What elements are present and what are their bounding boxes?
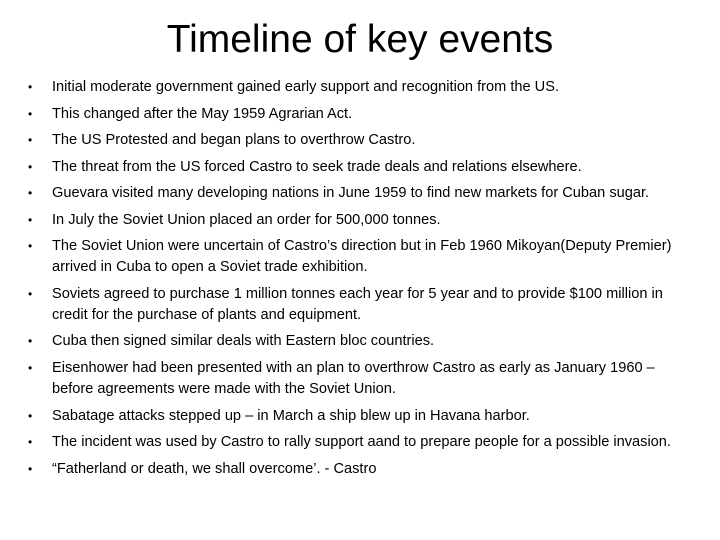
bullet-text: Cuba then signed similar deals with Eastern bloc countries. [52, 333, 435, 350]
bullet-dot-icon: • [28, 408, 33, 423]
bullet-text: The Soviet Union were uncertain of Castro’s direction but in Feb 1960 Mikoyan(Deputy Premier) arrived in Cuba to open a Soviet trade exhibition. [52, 238, 672, 276]
bullet-dot-icon: • [28, 286, 33, 301]
bullet-item [28, 157, 694, 178]
bullet-text: Eisenhower had been presented with an plan to overthrow Castro as early as January 1960 – before agreements were made with the Soviet Union. [52, 359, 655, 398]
bullet-item [28, 284, 694, 326]
bullet-dot-icon: • [28, 212, 33, 227]
bullet-item [28, 77, 694, 98]
bullet-dot-icon: • [28, 80, 33, 94]
bullet-item [28, 459, 694, 480]
bullet-text: Guevara visited many developing nations in June 1959 to find new markets for Cuban sugar. [52, 185, 650, 201]
bullet-text: The threat from the US forced Castro to seek trade deals and relations elsewhere. [52, 158, 582, 175]
bullet-item [28, 130, 694, 151]
bullet-text: Initial moderate government gained early support and recognition from the US. [52, 79, 560, 95]
bullet-text: “Fatherland or death, we shall overcome’. - Castro [52, 460, 377, 477]
bullet-item [28, 406, 694, 427]
bullet-dot-icon: • [28, 435, 33, 450]
bullet-text: In July the Soviet Union placed an order for 500,000 tonnes. [52, 211, 441, 228]
bullet-item [28, 432, 694, 453]
bullet-dot-icon: • [28, 360, 33, 375]
bullet-item [28, 236, 694, 278]
bullet-item [28, 183, 694, 204]
bullet-dot-icon: • [28, 186, 33, 200]
bullet-text: Soviets agreed to purchase 1 million tonnes each year for 5 year and to provide $100 million in credit for the purchase of plants and equipment. [52, 285, 663, 323]
bullet-item [28, 104, 694, 125]
bullet-text: The US Protested and began plans to overthrow Castro. [52, 132, 416, 148]
bullet-text: Sabatage attacks stepped up – in March a ship blew up in Havana harbor. [52, 407, 530, 424]
bullet-dot-icon: • [28, 106, 33, 121]
bullet-text: This changed after the May 1959 Agrarian Act. [52, 105, 353, 122]
bullet-dot-icon: • [28, 239, 33, 253]
bullet-dot-icon: • [28, 159, 33, 174]
bullet-dot-icon: • [28, 334, 33, 349]
bullet-text: The incident was used by Castro to rally support aand to prepare people for a possible invasion. [52, 434, 671, 451]
slide-title: Timeline of key events [166, 18, 554, 61]
bullet-list [28, 77, 694, 485]
bullet-item [28, 358, 694, 400]
bullet-item [28, 210, 694, 231]
bullet-dot-icon: • [28, 133, 33, 147]
bullet-dot-icon: • [28, 461, 33, 476]
bullet-item [28, 331, 694, 352]
